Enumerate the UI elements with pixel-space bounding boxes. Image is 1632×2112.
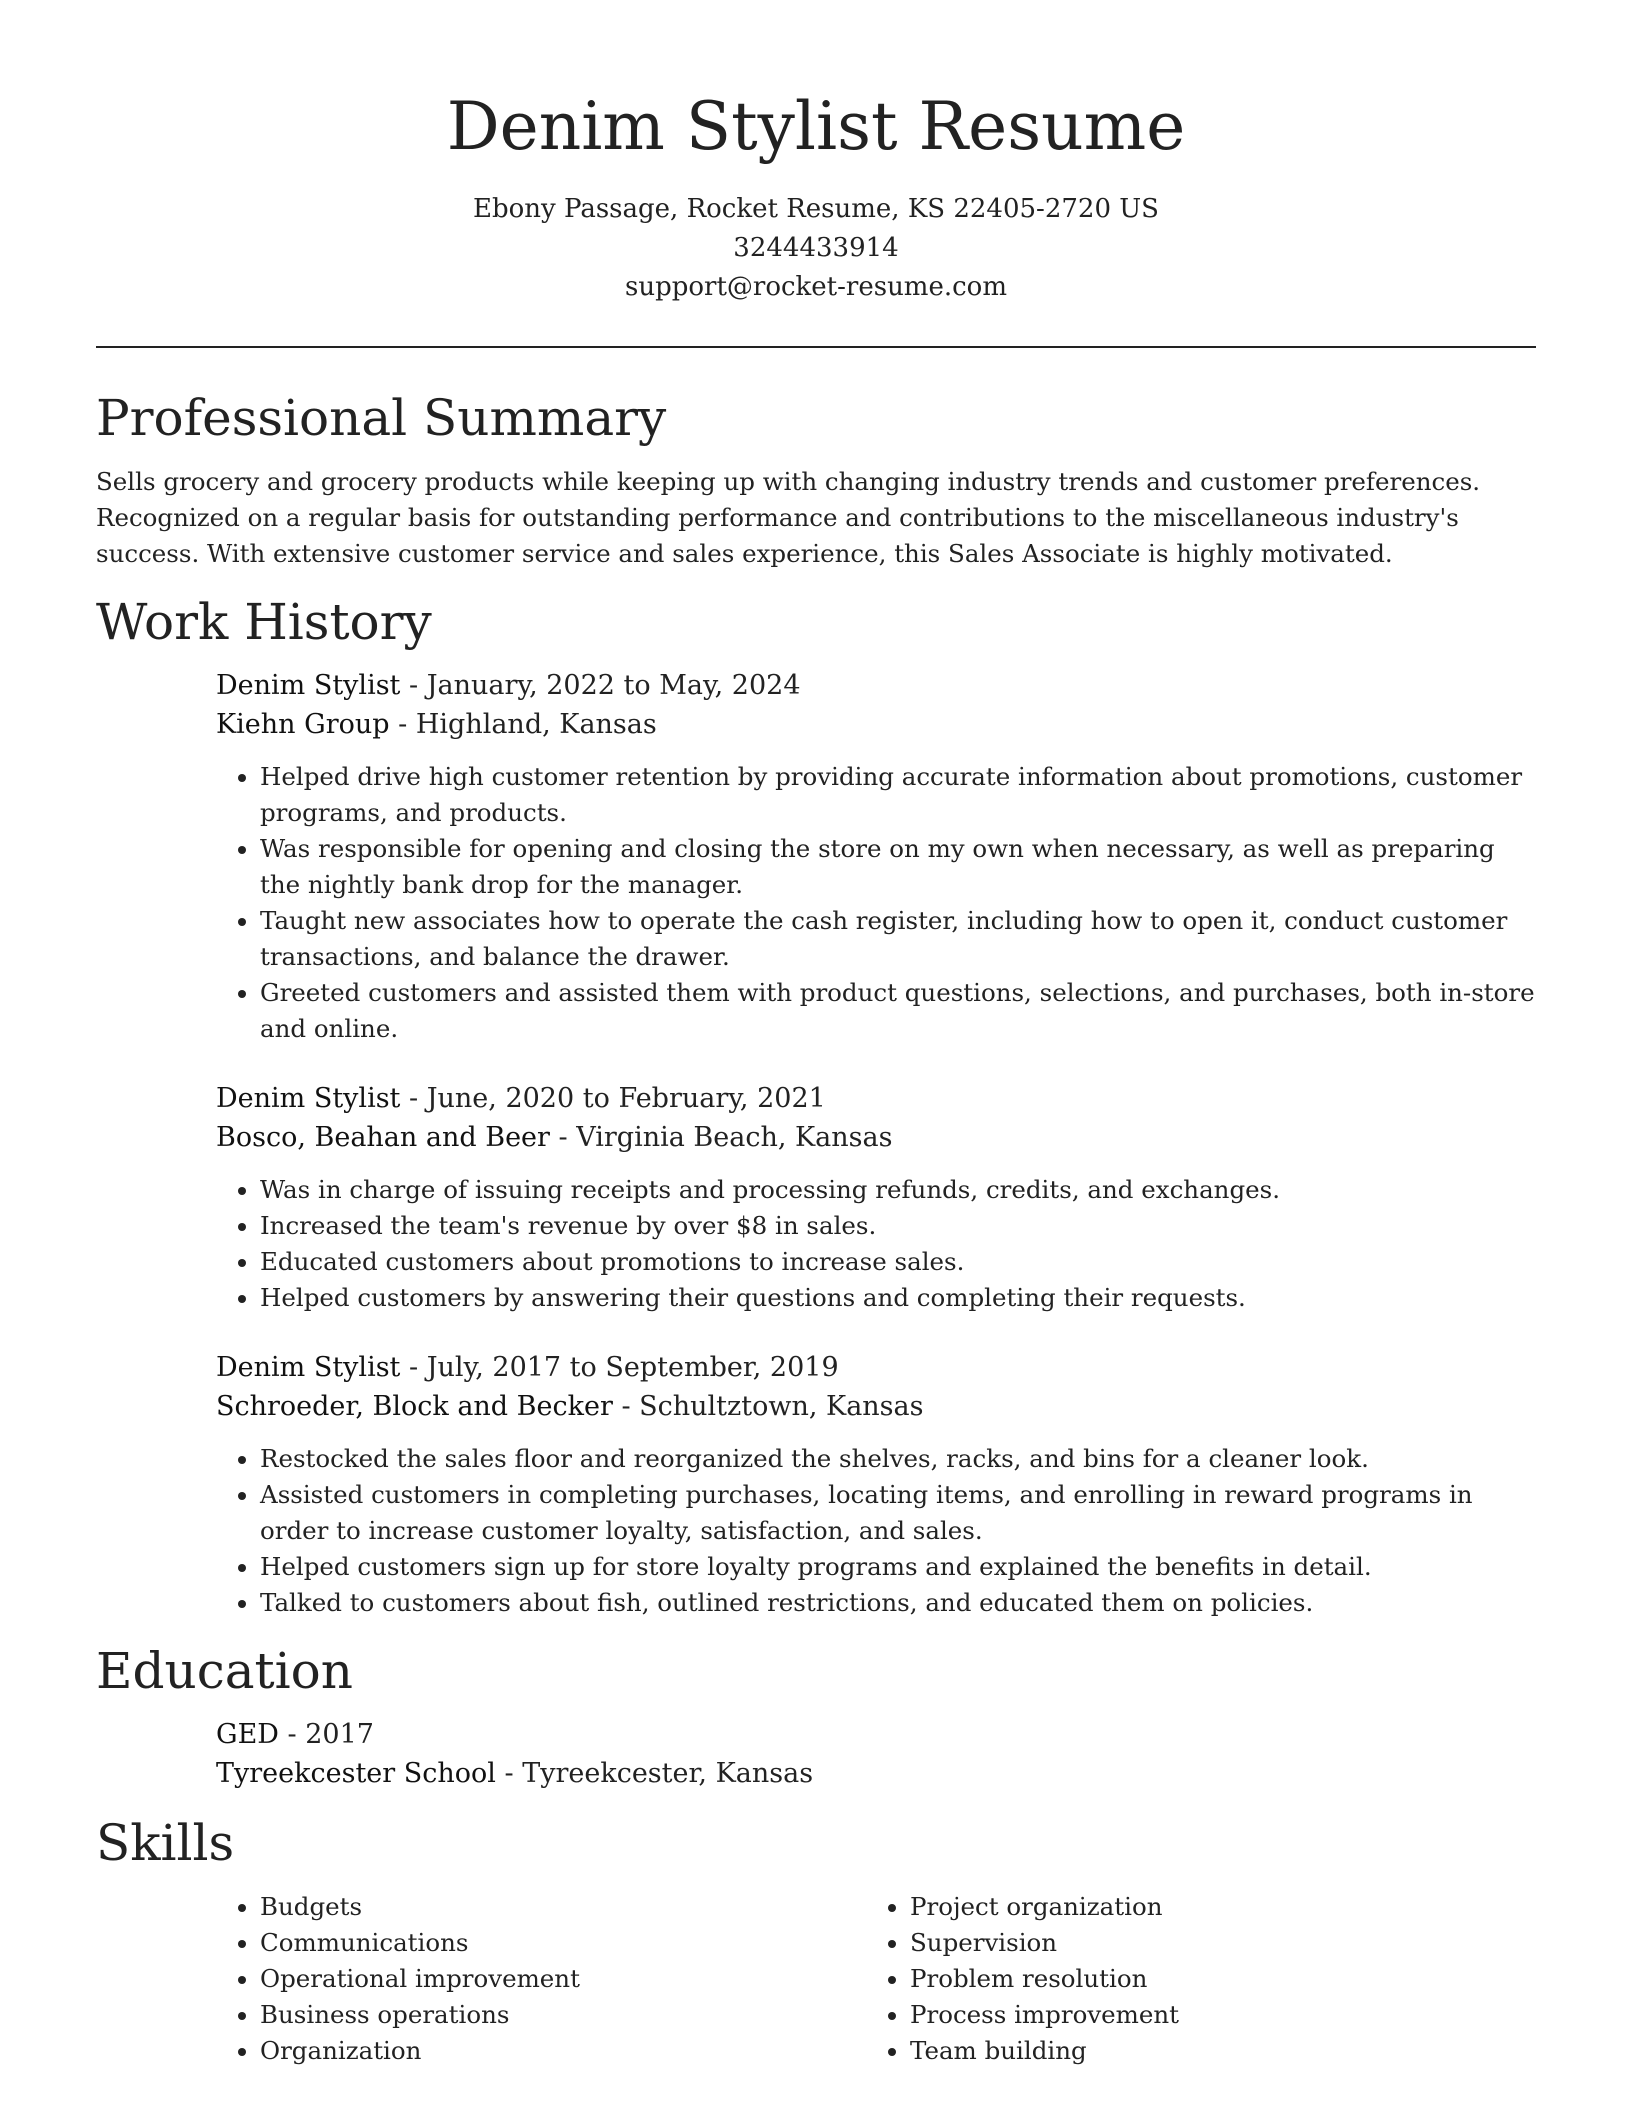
summary-heading: Professional Summary — [96, 389, 667, 447]
job-dates: - June, 2020 to February, 2021 — [400, 1083, 826, 1114]
contact-block — [96, 190, 1536, 307]
job-location: - Highland, Kansas — [389, 709, 657, 740]
contact-address: Ebony Passage, Rocket Resume, KS 22405-2720 US — [473, 194, 1159, 224]
job-company: Kiehn Group — [216, 709, 390, 740]
job-position: Denim Stylist — [216, 670, 401, 701]
education-section — [96, 1639, 1536, 1793]
job-dates: - January, 2022 to May, 2024 — [400, 670, 801, 701]
summary-section — [96, 386, 1536, 572]
job-bullet: • Helped customers sign up for store loyalty programs and explained the benefits in detail. — [260, 1549, 1536, 1585]
job-location: - Virginia Beach, Kansas — [549, 1122, 893, 1153]
job-entry — [216, 666, 1536, 1047]
job-bullet: • Taught new associates how to operate the cash register, including how to open it, conduct customer transactions, and balance the drawer. — [260, 903, 1536, 975]
skill-item: • Budgets — [260, 1889, 866, 1925]
education-heading: Education — [96, 1642, 353, 1700]
education-year: - 2017 — [278, 1719, 374, 1750]
skill-item: • Operational improvement — [260, 1961, 866, 1997]
resume-title: Denim Stylist Resume — [446, 88, 1186, 165]
skills-column-right — [866, 1889, 1516, 2069]
work-section — [96, 590, 1536, 1621]
job-bullet: • Talked to customers about fish, outlined restrictions, and educated them on policies. — [260, 1585, 1536, 1621]
education-school: Tyreekcester School — [216, 1758, 496, 1789]
resume-page — [96, 0, 1536, 2069]
skills-grid — [216, 1889, 1536, 2069]
job-title-line — [216, 1348, 1536, 1387]
skill-item: • Project organization — [910, 1889, 1516, 1925]
job-bullet: • Greeted customers and assisted them with product questions, selections, and purchases, both in-store and online. — [260, 975, 1536, 1047]
job-bullet: • Helped customers by answering their questions and completing their requests. — [260, 1280, 1536, 1316]
job-bullet: • Assisted customers in completing purchases, locating items, and enrolling in reward programs in order to increase customer loyalty, satisfaction, and sales. — [260, 1477, 1536, 1549]
job-bullet: • Increased the team's revenue by over $8 in sales. — [260, 1208, 1536, 1244]
job-position: Denim Stylist — [216, 1352, 401, 1383]
job-company: Schroeder, Block and Becker — [216, 1391, 613, 1422]
job-bullet: • Educated customers about promotions to increase sales. — [260, 1244, 1536, 1280]
job-bullet: • Was responsible for opening and closing the store on my own when necessary, as well as preparing the nightly bank drop for the manager. — [260, 831, 1536, 903]
job-bullets — [216, 1441, 1536, 1621]
education-degree: GED — [216, 1719, 279, 1750]
job-company: Bosco, Beahan and Beer — [216, 1122, 550, 1153]
job-company-line — [216, 1118, 1536, 1157]
job-bullets — [216, 759, 1536, 1047]
summary-text: Sells grocery and grocery products while keeping up with changing industry trends and customer preferences. Recognized on a regular basis for outstanding performance and contributions to the miscellaneous industry's success. With extensive customer service and sales experience, this Sales Associate is highly motivated. — [96, 467, 1481, 568]
job-location: - Schultztown, Kansas — [612, 1391, 924, 1422]
job-company-line — [216, 705, 1536, 744]
job-bullet: • Helped drive high customer retention by providing accurate information about promotions, customer programs, and products. — [260, 759, 1536, 831]
work-heading: Work History — [96, 593, 432, 651]
skill-item: • Organization — [260, 2033, 866, 2069]
job-bullet: • Restocked the sales floor and reorganized the shelves, racks, and bins for a cleaner look. — [260, 1441, 1536, 1477]
education-entry — [216, 1715, 1536, 1793]
skills-heading: Skills — [96, 1814, 235, 1872]
education-degree-line — [216, 1715, 1536, 1754]
education-location: - Tyreekcester, Kansas — [495, 1758, 814, 1789]
job-bullets — [216, 1172, 1536, 1316]
contact-phone: 3244433914 — [733, 233, 899, 263]
job-company-line — [216, 1387, 1536, 1426]
skill-item: • Business operations — [260, 1997, 866, 2033]
education-school-line — [216, 1754, 1536, 1793]
skill-item: • Supervision — [910, 1925, 1516, 1961]
job-entry — [216, 1348, 1536, 1621]
job-bullet: • Was in charge of issuing receipts and processing refunds, credits, and exchanges. — [260, 1172, 1536, 1208]
job-entry — [216, 1079, 1536, 1316]
header-divider — [96, 346, 1536, 348]
skills-list-left — [216, 1889, 866, 2069]
resume-header — [96, 0, 1536, 307]
skill-item: • Problem resolution — [910, 1961, 1516, 1997]
skill-item: • Team building — [910, 2033, 1516, 2069]
job-title-line — [216, 1079, 1536, 1118]
skills-list-right — [866, 1889, 1516, 2069]
job-title-line — [216, 666, 1536, 705]
job-dates: - July, 2017 to September, 2019 — [400, 1352, 839, 1383]
job-position: Denim Stylist — [216, 1083, 401, 1114]
contact-email: support@rocket-resume.com — [624, 272, 1007, 302]
skill-item: • Communications — [260, 1925, 866, 1961]
skills-column-left — [216, 1889, 866, 2069]
skill-item: • Process improvement — [910, 1997, 1516, 2033]
skills-section — [96, 1811, 1536, 2069]
